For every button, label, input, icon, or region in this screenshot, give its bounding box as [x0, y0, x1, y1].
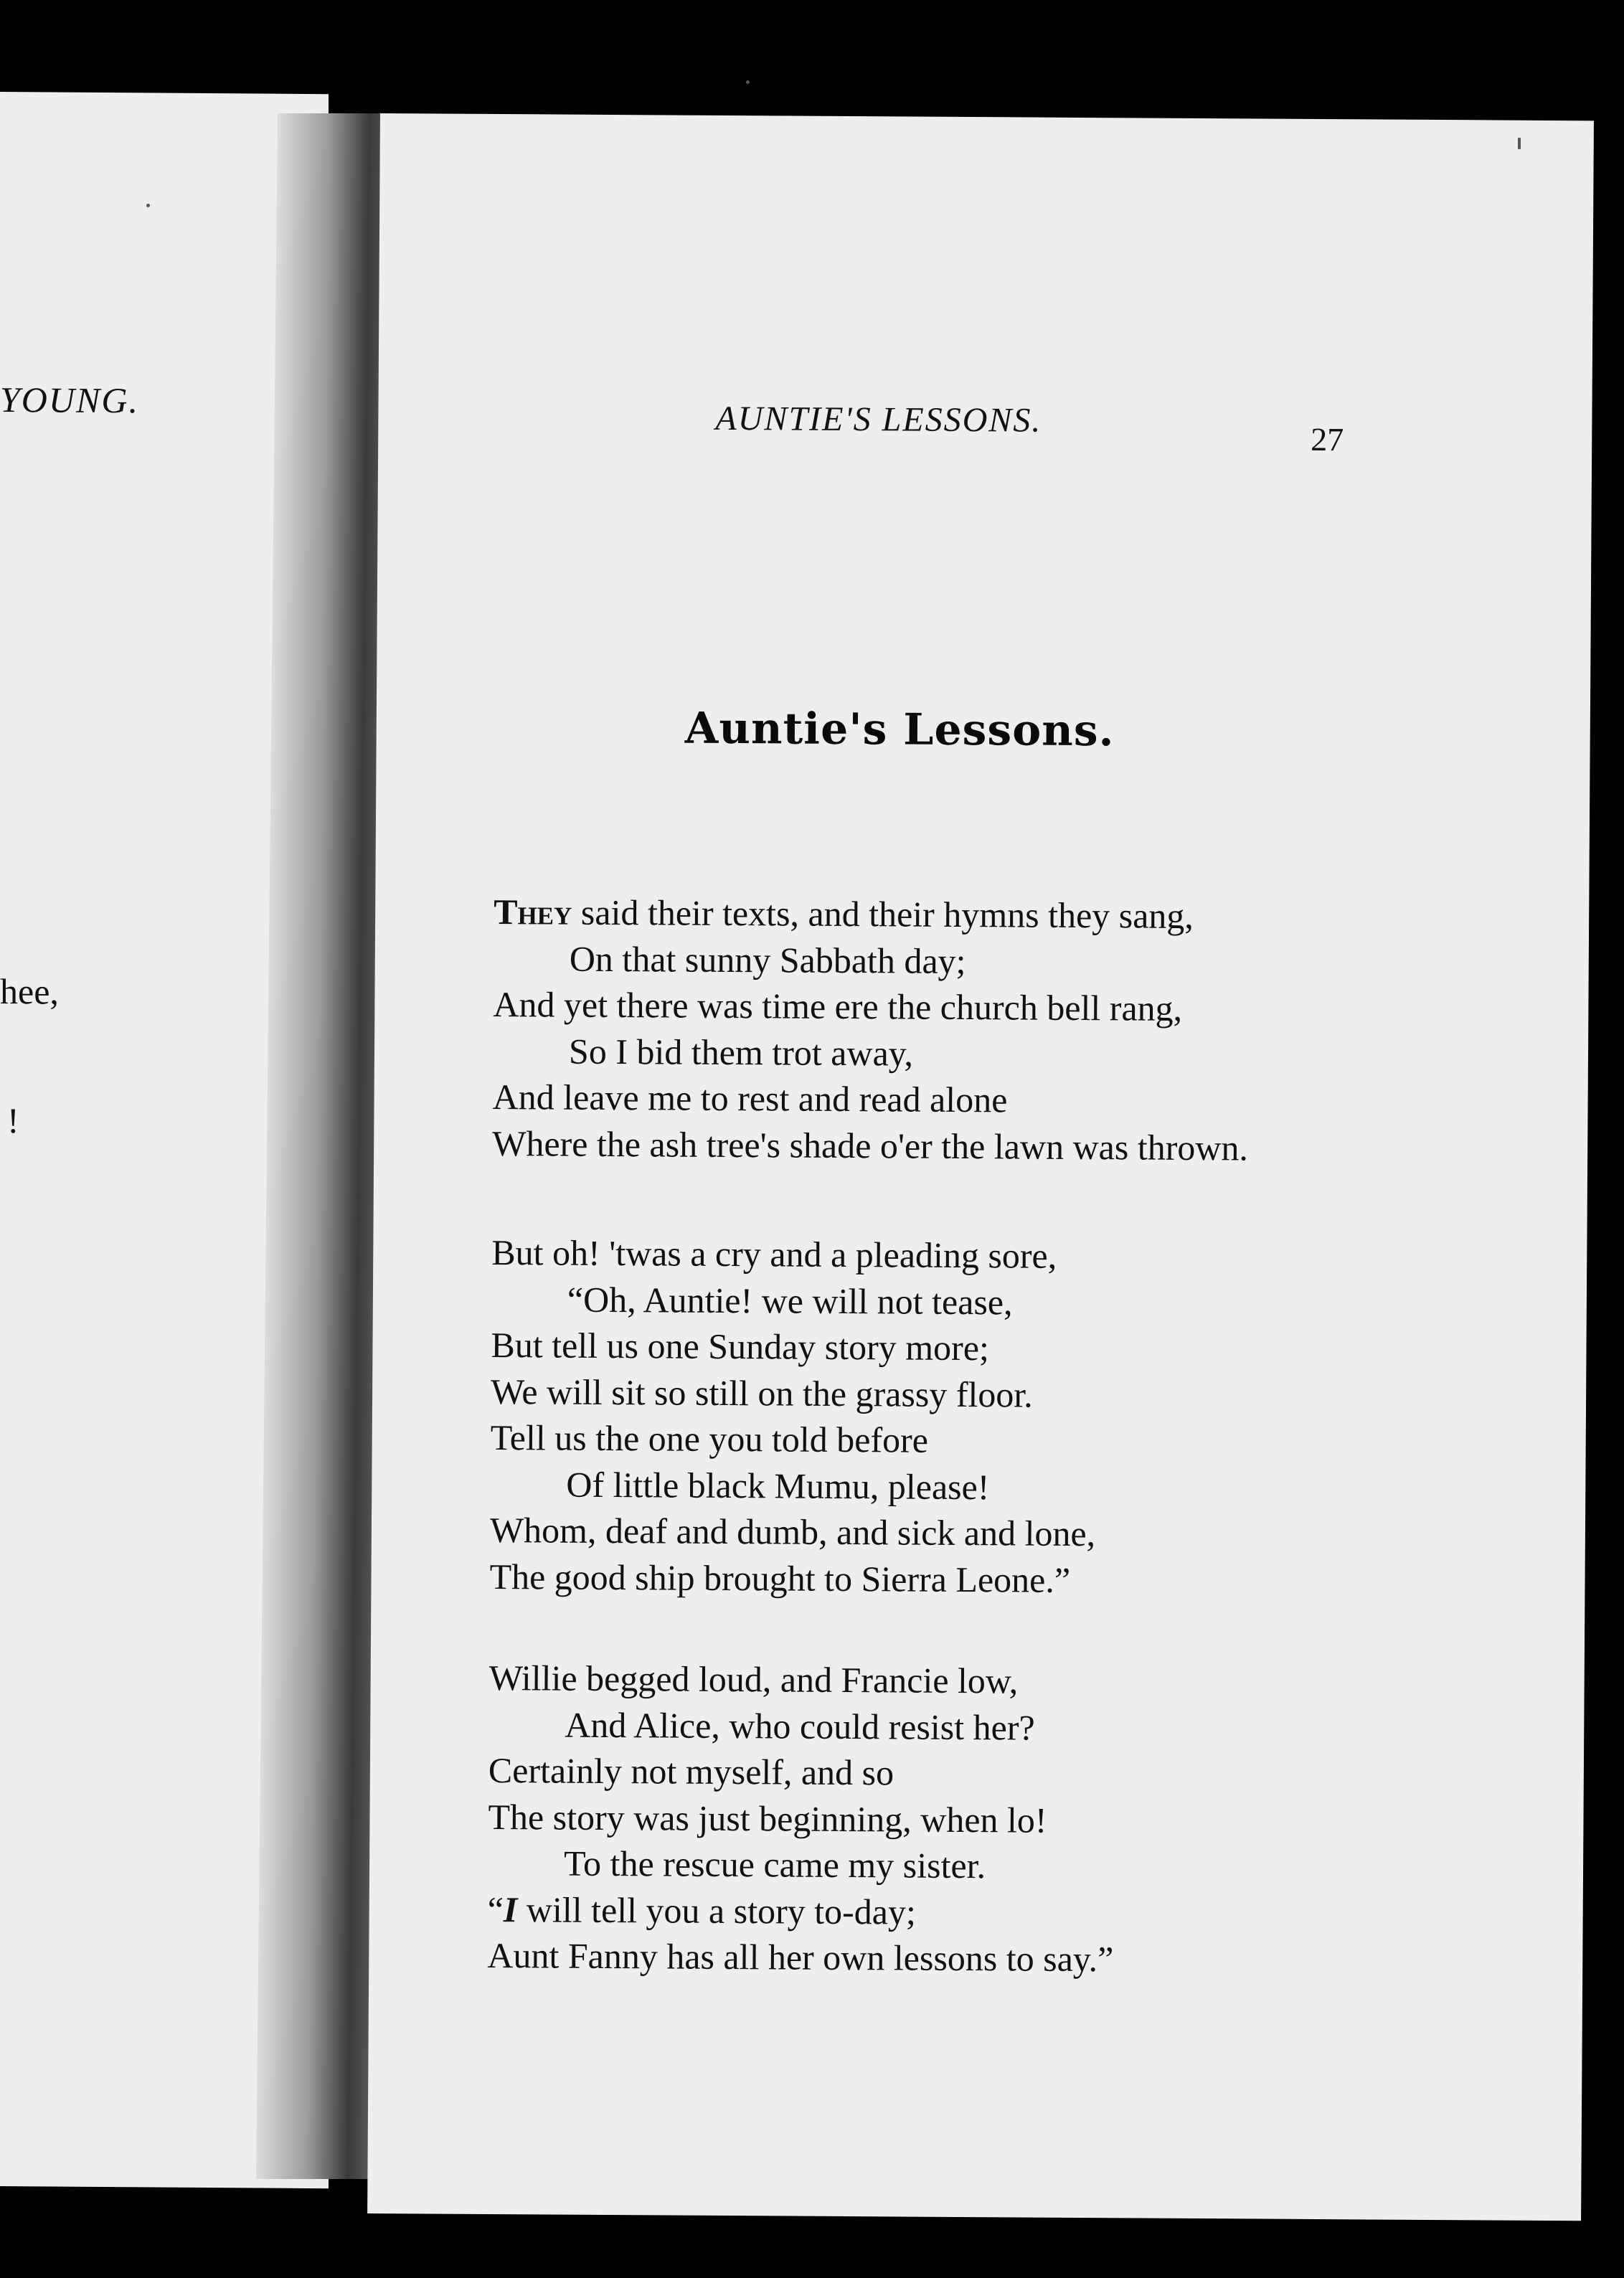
poem-line: But oh! 'twas a cry and a pleading sore,: [491, 1232, 1057, 1276]
running-head: AUNTIE'S LESSONS.: [715, 399, 1042, 440]
poem-title: Auntie's Lessons.: [684, 703, 1115, 757]
poem-line: “Oh, Auntie! we will not tease,: [567, 1279, 1013, 1322]
poem-line: And leave me to rest and read alone: [492, 1076, 1008, 1120]
left-text-fragment: !: [7, 1100, 19, 1141]
poem-line: On that sunny Sabbath day;: [569, 938, 966, 981]
scan-speck: [746, 80, 750, 84]
scan-speck: [1518, 138, 1521, 149]
opening-word: They: [494, 891, 572, 932]
poem-line-text: said their texts, and their hymns they sang,: [572, 892, 1194, 936]
open-quote: “: [487, 1889, 504, 1929]
left-text-fragment: hee,: [0, 971, 59, 1012]
poem-line: Willie begged loud, and Francie low,: [488, 1657, 1019, 1701]
poem-line: Where the ash tree's shade o'er the lawn was thrown.: [492, 1123, 1249, 1168]
poem-line: Of little black Mumu, please!: [566, 1464, 990, 1507]
left-running-head: YOUNG.: [0, 379, 139, 421]
poem-line-text: will tell you a story to-day;: [517, 1889, 917, 1932]
stanza-3: [487, 1655, 1115, 1982]
right-page: [367, 113, 1594, 2221]
scan-speck: [146, 204, 150, 207]
poem-line: But tell us one Sunday story more;: [491, 1324, 990, 1369]
poem-line: [494, 889, 1250, 940]
poem-line: And Alice, who could resist her?: [565, 1704, 1035, 1748]
poem-line: The story was just beginning, when lo!: [488, 1796, 1047, 1840]
stanza-2: [489, 1229, 1097, 1603]
poem-line: To the rescue came my sister.: [563, 1843, 986, 1886]
poem-line: The good ship brought to Sierra Leone.”: [489, 1556, 1071, 1600]
poem-line: Tell us the one you told before: [490, 1417, 929, 1460]
emphasized-word: I: [503, 1889, 518, 1929]
poem-line: Certainly not myself, and so: [488, 1749, 894, 1793]
poem-line: Whom, deaf and dumb, and sick and lone,: [489, 1509, 1096, 1554]
stanza-1: [492, 889, 1250, 1171]
poem-line: We will sit so still on the grassy floor.: [490, 1371, 1033, 1415]
page-number: 27: [1311, 420, 1344, 458]
poem-line: And yet there was time ere the church bell rang,: [493, 983, 1183, 1029]
poem-line: Aunt Fanny has all her own lessons to say.”: [487, 1934, 1114, 1980]
poem-line: [488, 1886, 1114, 1936]
poem-line: So I bid them trot away,: [568, 1031, 914, 1074]
